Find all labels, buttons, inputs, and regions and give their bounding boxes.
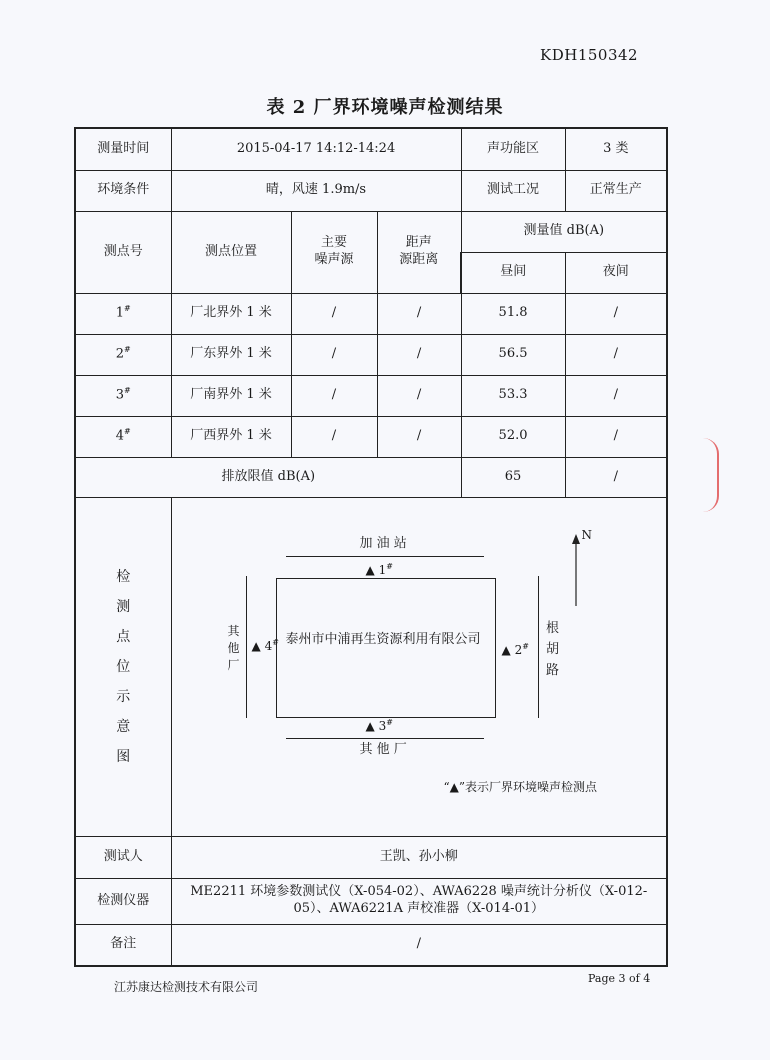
- point-position: 厂北界外 1 米: [171, 293, 291, 334]
- noise-results-table: [74, 127, 668, 967]
- point-number: [75, 293, 171, 334]
- other-factory-label: 其 他 厂: [359, 741, 407, 757]
- site-map: [172, 498, 668, 836]
- point-position: 厂西界外 1 米: [171, 416, 291, 457]
- day-value: 56.5: [461, 334, 565, 375]
- remark-label: 备注: [75, 924, 171, 966]
- source-distance: /: [377, 375, 461, 416]
- col-header-distance: [377, 211, 461, 293]
- source-distance: /: [377, 416, 461, 457]
- day-value: 52.0: [461, 416, 565, 457]
- limit-label: 排放限值 dB(A): [75, 457, 461, 497]
- col-header-source-line1: 主要: [320, 235, 347, 251]
- south-line: [286, 738, 484, 739]
- remark-value: /: [171, 924, 667, 966]
- time-label: 测量时间: [75, 128, 171, 170]
- col-header-distance-line2: 源距离: [399, 252, 439, 267]
- point-number: [75, 375, 171, 416]
- marker-1: [366, 562, 393, 579]
- table-row: [75, 416, 667, 457]
- cond-label: 测试工况: [461, 170, 565, 211]
- col-header-distance-line1: 距声: [405, 235, 432, 251]
- site-map-cell: [171, 497, 667, 836]
- west-line: [246, 576, 247, 718]
- table-row: [75, 293, 667, 334]
- footer-page-number: Page 3 of 4: [588, 972, 651, 985]
- table-row-remark: [75, 924, 667, 966]
- document-id: KDH150342: [540, 46, 639, 64]
- point-no: 4: [115, 428, 125, 444]
- gas-station-label: 加 油 站: [359, 535, 407, 551]
- col-header-day: 昼间: [461, 252, 565, 293]
- env-label: 环境条件: [75, 170, 171, 211]
- point-number: [75, 334, 171, 375]
- tester-value: 王凯、孙小柳: [171, 836, 667, 878]
- source-distance: /: [377, 334, 461, 375]
- marker-4-number: 4: [264, 638, 273, 653]
- marker-2: [502, 642, 529, 659]
- limit-night: /: [565, 457, 667, 497]
- table-header-row: [75, 211, 667, 252]
- side-char: 点: [116, 628, 131, 645]
- table-row: [75, 334, 667, 375]
- triangle-icon: ▲: [365, 562, 375, 577]
- marker-3: [366, 718, 393, 735]
- triangle-icon: ▲: [501, 642, 511, 657]
- north-label: N: [581, 527, 592, 542]
- night-value: /: [565, 293, 667, 334]
- point-no: 2: [115, 346, 125, 362]
- noise-source: /: [291, 416, 377, 457]
- east-road-line: [538, 576, 539, 718]
- instrument-label: 检测仪器: [75, 878, 171, 924]
- col-header-position: 测点位置: [171, 211, 291, 293]
- north-road-line: [286, 556, 484, 557]
- west-label-char: 厂: [227, 657, 240, 672]
- west-label-char: 他: [227, 640, 240, 655]
- limit-day: 65: [461, 457, 565, 497]
- point-sup: #: [124, 386, 131, 396]
- instrument-value: ME2211 环境参数测试仪（X-054-02）、AWA6228 噪声统计分析仪（X-012-05）、AWA6221A 声校准器（X-014-01）: [171, 878, 667, 924]
- triangle-icon: ▲: [251, 638, 261, 653]
- night-value: /: [565, 416, 667, 457]
- day-value: 51.8: [461, 293, 565, 334]
- table-row-map: [75, 497, 667, 836]
- time-value: 2015-04-17 14:12-14:24: [171, 128, 461, 170]
- col-header-night: 夜间: [565, 252, 667, 293]
- marker-3-number: 3: [378, 718, 387, 733]
- point-no: 3: [115, 387, 125, 403]
- point-no: 1: [115, 305, 125, 321]
- tester-label: 测试人: [75, 836, 171, 878]
- col-header-source-line2: 噪声源: [314, 252, 354, 267]
- table-row: [75, 375, 667, 416]
- east-label-char: 胡: [545, 641, 559, 657]
- west-label-char: 其: [227, 623, 240, 638]
- cond-value: 正常生产: [565, 170, 667, 211]
- point-position: 厂东界外 1 米: [171, 334, 291, 375]
- table-row-time: [75, 128, 667, 170]
- night-value: /: [565, 334, 667, 375]
- margin-pen-mark: [703, 438, 719, 512]
- col-header-point: 测点号: [75, 211, 171, 293]
- side-char: 意: [116, 718, 131, 735]
- table-row-limit: [75, 457, 667, 497]
- point-position: 厂南界外 1 米: [171, 375, 291, 416]
- env-value: 晴，风速 1.9m/s: [171, 170, 461, 211]
- marker-1-sup: #: [386, 561, 393, 571]
- zone-value: 3 类: [565, 128, 667, 170]
- noise-source: /: [291, 334, 377, 375]
- marker-1-number: 1: [378, 562, 387, 577]
- col-header-source: [291, 211, 377, 293]
- side-char: 位: [116, 658, 131, 675]
- noise-source: /: [291, 375, 377, 416]
- noise-source: /: [291, 293, 377, 334]
- company-name: 泰州市中浦再生资源利用有限公司: [285, 631, 481, 647]
- marker-4-sup: #: [272, 637, 279, 647]
- zone-label: 声功能区: [461, 128, 565, 170]
- east-label-char: 路: [545, 662, 559, 678]
- point-sup: #: [124, 345, 131, 355]
- table-row-instrument: [75, 878, 667, 924]
- table-row-env: [75, 170, 667, 211]
- marker-4: [252, 638, 279, 655]
- point-sup: #: [124, 427, 131, 437]
- point-sup: #: [124, 304, 131, 314]
- east-road-label: [546, 618, 560, 681]
- day-value: 53.3: [461, 375, 565, 416]
- west-label: [227, 623, 241, 674]
- side-char: 图: [116, 748, 131, 765]
- map-legend: “▲”表示厂界环境噪声检测点: [443, 779, 597, 794]
- source-distance: /: [377, 293, 461, 334]
- col-header-measured: 测量值 dB(A): [461, 211, 667, 252]
- marker-2-sup: #: [522, 641, 529, 651]
- page-title: 表 2 厂界环境噪声检测结果: [266, 97, 504, 118]
- side-char: 检: [116, 568, 131, 585]
- night-value: /: [565, 375, 667, 416]
- marker-2-number: 2: [514, 642, 523, 657]
- side-char: 示: [116, 688, 131, 705]
- point-number: [75, 416, 171, 457]
- footer-company: 江苏康达检测技术有限公司: [114, 980, 259, 994]
- triangle-icon: ▲: [365, 718, 375, 733]
- map-side-label-text: [76, 562, 171, 772]
- table-row-tester: [75, 836, 667, 878]
- side-char: 测: [116, 598, 131, 615]
- marker-3-sup: #: [386, 717, 393, 727]
- east-label-char: 根: [545, 620, 559, 636]
- map-side-label: [75, 497, 171, 836]
